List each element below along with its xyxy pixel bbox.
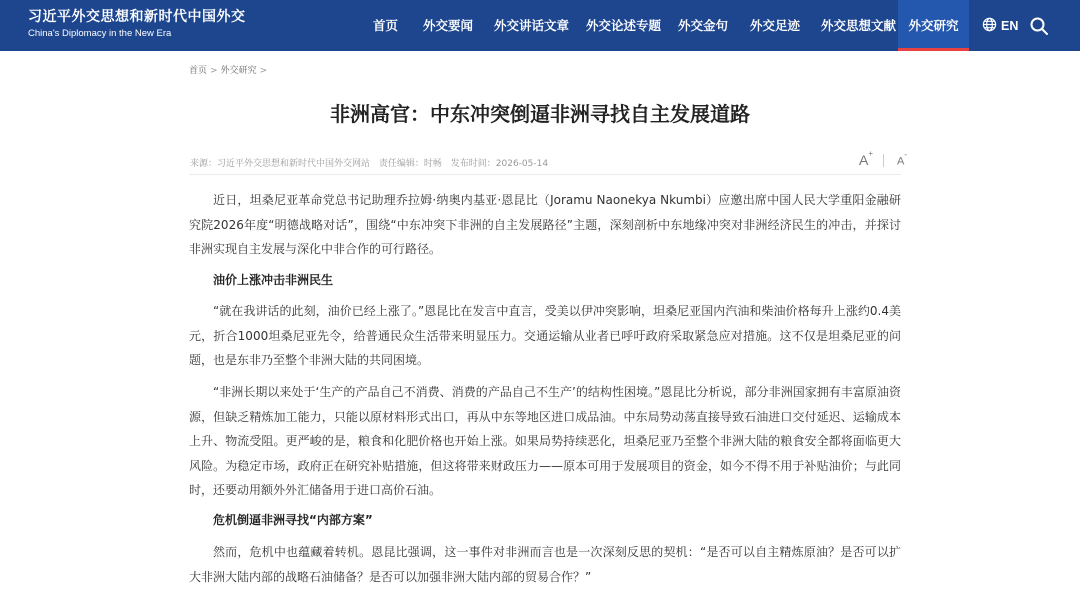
- nav-item-diplomatic-news[interactable]: 外交要闻: [423, 18, 474, 33]
- article-editor: 责任编辑：时畅: [378, 159, 442, 169]
- article-paragraph: 近日，坦桑尼亚革命党总书记助理乔拉姆·纳奥内基亚·恩昆比（Joramu Naonekya Nkumbi）应邀出席中国人民大学重阳金融研究院2026年度“明德战略对话”，围绕“中东冲突下非洲的自主发展路径”主题，深刻剖析中东地缘冲突对非洲经济民生的冲击，并探讨非洲实现自主发展与深化中非合作的可行路径。: [189, 193, 901, 256]
- article-paragraph: “非洲长期以来处于‘生产的产品自己不消费、消费的产品自己不生产’的结构性困境。”恩昆比分析说，部分非洲国家拥有丰富原油资源，但缺乏精炼加工能力，只能以原材料形式出口，再从中东等地区进口成品油。中东局势动荡直接导致石油进口交付延迟、运输成本上升、物流受阻。更严峻的是，粮食和化肥价格也开始上涨。如果局势持续恶化，坦桑尼亚乃至整个非洲大陆的粮食安全都将面临更大风险。为稳定市场，政府正在研究补贴措施，但这将带来财政压力——原本可用于发展项目的资金，如今不得不用于补贴油价；与此同时，还要动用额外外汇储备用于进口高价石油。: [189, 385, 901, 497]
- section-heading: 油价上涨冲击非洲民生: [213, 273, 334, 287]
- breadcrumb: [189, 63, 270, 76]
- article-paragraph: “就在我讲话的此刻，油价已经上涨了。”恩昆比在发言中直言，受美以伊冲突影响，坦桑尼亚国内汽油和柴油价格每升上涨约0.4美元，折合1000坦桑尼亚先令，给普通民众生活带来明显压力。交通运输从业者已呼吁政府采取紧急应对措施。这不仅是坦桑尼亚的问题，也是东非乃至整个非洲大陆的共同困境。: [189, 304, 901, 367]
- nav-item-home[interactable]: 首页: [373, 18, 399, 33]
- breadcrumb-separator: >: [259, 66, 268, 76]
- breadcrumb-separator: >: [210, 66, 218, 76]
- font-increase-button[interactable]: [859, 149, 874, 168]
- nav-item-research[interactable]: 外交研究: [898, 0, 969, 51]
- logo-chinese-text: 习近平外交思想和新时代中国外交: [28, 9, 246, 25]
- article-meta: [190, 156, 554, 169]
- nav-item-speeches-articles[interactable]: 外交讲话文章: [494, 18, 570, 33]
- font-increase-mark: +: [868, 149, 874, 159]
- language-switch[interactable]: [982, 17, 1018, 35]
- article-source: 来源：习近平外交思想和新时代中国外交网站: [190, 159, 371, 169]
- article-date: 发布时间：2026-05-14: [450, 159, 549, 169]
- search-icon[interactable]: [1029, 16, 1049, 36]
- nav-item-golden-quotes[interactable]: 外交金句: [678, 18, 729, 33]
- article-paragraph: 然而，危机中也蕴藏着转机。恩昆比强调，这一事件对非洲而言也是一次深刻反思的契机：“是否可以自主精炼原油？是否可以扩大非洲大陆内部的战略石油储备？是否可以加强非洲大陆内部的贸易合作？”: [189, 545, 901, 584]
- breadcrumb-home-link[interactable]: 首页: [189, 66, 208, 76]
- font-decrease-mark: -: [904, 149, 908, 159]
- language-label: EN: [1001, 19, 1019, 33]
- nav-item-footprints[interactable]: 外交足迹: [750, 18, 801, 33]
- logo-english-text: China's Diplomacy in the New Era: [28, 28, 172, 39]
- article-title: 非洲高官：中东冲突倒逼非洲寻找自主发展道路: [330, 102, 750, 126]
- site-header: [0, 0, 1080, 51]
- font-decrease-button[interactable]: [897, 149, 908, 168]
- font-size-tools: [859, 149, 908, 168]
- breadcrumb-section-link[interactable]: 外交研究: [220, 66, 257, 76]
- font-decrease-letter: A: [897, 155, 905, 168]
- meta-divider: [189, 174, 901, 175]
- nav-item-literature[interactable]: 外交思想文献: [821, 18, 897, 33]
- globe-icon: [982, 17, 997, 36]
- divider: [883, 154, 884, 167]
- site-logo[interactable]: [28, 8, 246, 41]
- font-increase-letter: A: [859, 152, 869, 168]
- nav-item-discourse-topics[interactable]: 外交论述专题: [586, 18, 662, 33]
- section-heading: 危机倒逼非洲寻找“内部方案”: [213, 513, 373, 527]
